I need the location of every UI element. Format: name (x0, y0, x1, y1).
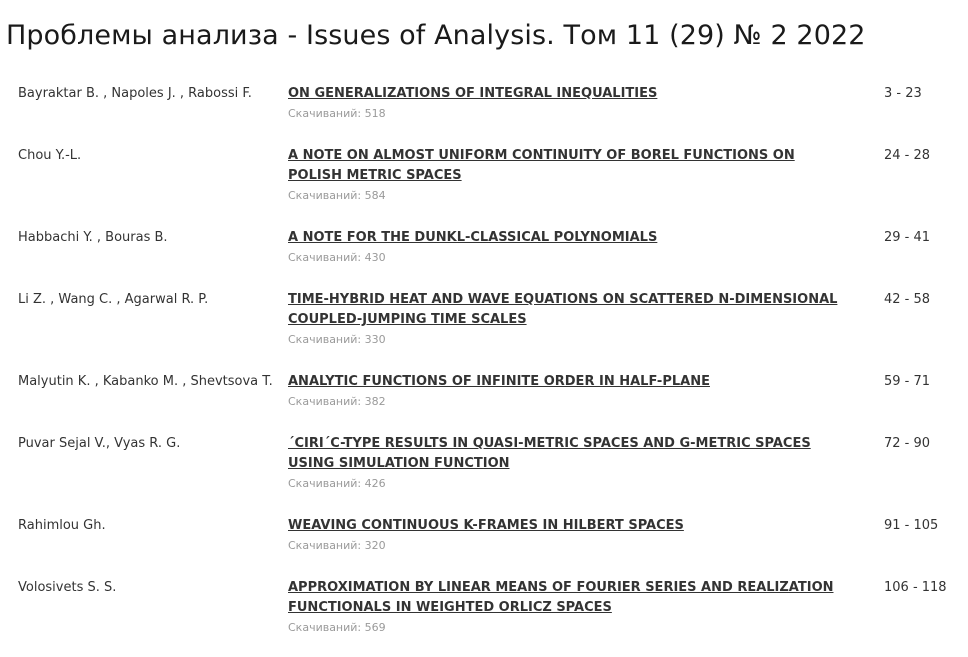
article-row (0, 228, 968, 290)
article-pages: 106 - 118 (884, 580, 947, 595)
article-title-link[interactable]: APPROXIMATION BY LINEAR MEANS OF FOURIER SERIES AND REALIZATION FUNCTIONALS IN WEIGHTED ORLICZ SPACES (288, 580, 834, 615)
article-title-link[interactable]: WEAVING CONTINUOUS K-FRAMES IN HILBERT SPACES (288, 518, 684, 533)
article-main (288, 290, 866, 350)
downloads-value: 320 (364, 539, 386, 552)
article-pages: 3 - 23 (884, 86, 922, 101)
downloads-label: Скачиваний: (288, 477, 362, 490)
download-count (288, 330, 866, 350)
article-authors: Rahimlou Gh. (18, 518, 106, 533)
article-authors: Bayraktar B. , Napoles J. , Rabossi F. (18, 86, 252, 101)
article-pages: 42 - 58 (884, 292, 931, 307)
article-title-link[interactable]: ANALYTIC FUNCTIONS OF INFINITE ORDER IN HALF-PLANE (288, 374, 710, 389)
article-pages: 72 - 90 (884, 436, 931, 451)
downloads-label: Скачиваний: (288, 539, 362, 552)
downloads-label: Скачиваний: (288, 621, 362, 634)
article-main (288, 434, 866, 494)
article-main (288, 578, 866, 638)
article-main (288, 516, 866, 556)
article-authors: Habbachi Y. , Bouras B. (18, 230, 168, 245)
downloads-label: Скачиваний: (288, 251, 362, 264)
article-main (288, 372, 866, 412)
article-pages: 24 - 28 (884, 148, 931, 163)
downloads-value: 584 (364, 189, 386, 202)
page-title: Проблемы анализа - Issues of Analysis. Том 11 (29) № 2 2022 (6, 20, 866, 51)
downloads-value: 330 (364, 333, 386, 346)
article-row (0, 84, 968, 146)
download-count (288, 248, 866, 268)
article-title-link[interactable]: A NOTE FOR THE DUNKL-CLASSICAL POLYNOMIALS (288, 230, 658, 245)
article-authors: Puvar Sejal V., Vyas R. G. (18, 436, 181, 451)
article-title-link[interactable]: ´CIRI´C-TYPE RESULTS IN QUASI-METRIC SPACES AND G-METRIC SPACES USING SIMULATION FUNCTION (288, 436, 811, 471)
article-title-link[interactable]: ON GENERALIZATIONS OF INTEGRAL INEQUALITIES (288, 86, 658, 101)
article-main (288, 228, 866, 268)
downloads-value: 426 (364, 477, 386, 490)
article-row (0, 516, 968, 578)
download-count (288, 474, 866, 494)
article-authors: Li Z. , Wang C. , Agarwal R. P. (18, 292, 209, 307)
article-authors: Chou Y.-L. (18, 148, 82, 163)
article-row (0, 146, 968, 228)
article-pages: 91 - 105 (884, 518, 939, 533)
article-main (288, 84, 866, 124)
downloads-label: Скачиваний: (288, 395, 362, 408)
article-pages: 29 - 41 (884, 230, 931, 245)
downloads-value: 518 (364, 107, 386, 120)
article-pages: 59 - 71 (884, 374, 931, 389)
article-list (0, 84, 968, 640)
article-row (0, 290, 968, 372)
article-row (0, 434, 968, 516)
download-count (288, 186, 866, 206)
downloads-label: Скачиваний: (288, 107, 362, 120)
article-row (0, 372, 968, 434)
article-title-link[interactable]: TIME-HYBRID HEAT AND WAVE EQUATIONS ON SCATTERED N-DIMENSIONAL COUPLED-JUMPING TIME SCALES (288, 292, 838, 327)
download-count (288, 618, 866, 638)
download-count (288, 536, 866, 556)
download-count (288, 104, 866, 124)
article-title-link[interactable]: A NOTE ON ALMOST UNIFORM CONTINUITY OF BOREL FUNCTIONS ON POLISH METRIC SPACES (288, 148, 795, 183)
article-authors: Volosivets S. S. (18, 580, 117, 595)
downloads-label: Скачиваний: (288, 333, 362, 346)
downloads-value: 569 (364, 621, 386, 634)
article-authors: Malyutin K. , Kabanko M. , Shevtsova T. (18, 374, 273, 389)
article-row (0, 578, 968, 640)
downloads-value: 382 (364, 395, 386, 408)
downloads-value: 430 (364, 251, 386, 264)
article-main (288, 146, 866, 206)
download-count (288, 392, 866, 412)
downloads-label: Скачиваний: (288, 189, 362, 202)
